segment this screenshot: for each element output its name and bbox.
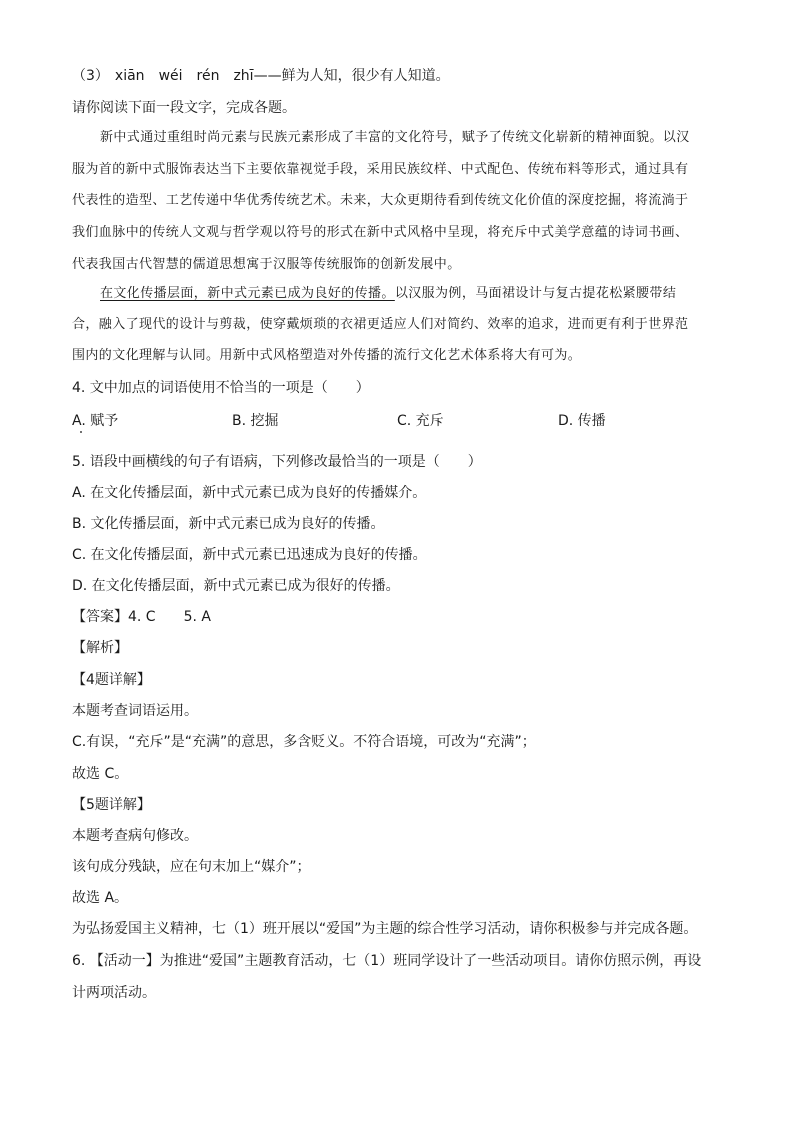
- q5-option-d: D. 在文化传播层面，新中式元素已成为很好的传播。: [72, 578, 400, 594]
- q4-option-d: D. 传播: [558, 413, 606, 429]
- q5-option-c: C. 在文化传播层面，新中式元素已迅速成为良好的传播。: [72, 547, 427, 563]
- q4-option-b: B. 挖掘: [232, 413, 279, 429]
- passage-paragraph-1: [72, 128, 724, 286]
- pinyin-syllable: xiān: [114, 68, 145, 84]
- q5-option-b: B. 文化传播层面，新中式元素已成为良好的传播。: [72, 516, 385, 532]
- detail4-line: 本题考查词语运用。: [72, 703, 198, 719]
- detail5-line: 本题考查病句修改。: [72, 828, 198, 844]
- pinyin-syllable: zhī——: [233, 68, 282, 84]
- q4-option-a: A. 赋予: [72, 413, 119, 429]
- detail5-label: 【5题详解】: [72, 797, 151, 813]
- reading-instruction: 请你阅读下面一段文字，完成各题。: [72, 100, 296, 116]
- passage-paragraph-2: [72, 284, 724, 377]
- emphasis-dot: [80, 431, 82, 433]
- answer-line: [72, 607, 732, 627]
- passage-line: 代表性的造型、工艺传递中华优秀传统艺术。未来，大众更期待看到传统文化价值的深度挖掘，将流淌于: [72, 193, 689, 209]
- detail5-line: 故选 A。: [72, 890, 129, 906]
- detail4-line: C.有误，“充斥”是“充满”的意思，多含贬义。不符合语境，可改为“充满”；: [72, 734, 536, 750]
- detail4-line: 故选 C。: [72, 766, 129, 782]
- passage-line: 围内的文化理解与认同。用新中式风格塑造对外传播的流行文化艺术体系将大有可为。: [72, 348, 582, 363]
- passage-line: 我们血脉中的传统人文观与哲学观以符号的形式在新中式风格中呈现，将充斥中式美学意蕴的诗词书画、: [72, 225, 689, 241]
- q5-option-a: A. 在文化传播层面，新中式元素已成为良好的传播媒介。: [72, 485, 427, 501]
- underlined-sentence: 在文化传播层面，新中式元素已成为良好的传播。: [100, 286, 395, 301]
- q5-stem: 5. 语段中画横线的句子有语病，下列修改最恰当的一项是（ ）: [72, 454, 482, 470]
- q4-options: [72, 410, 732, 432]
- pinyin-syllable: wéi: [158, 68, 183, 84]
- q6-line: 计两项活动。: [72, 985, 156, 1001]
- q6-line: 6. 【活动一】为推进“爱国”主题教育活动，七（1）班同学设计了一些活动项目。请你仿照示例，再设: [72, 953, 702, 969]
- passage-line: [72, 284, 724, 315]
- q3-meaning: 鲜为人知，很少有人知道。: [281, 68, 450, 84]
- detail5-line: 该句成分残缺，应在句末加上“媒介”；: [72, 859, 311, 875]
- pinyin-syllable: rén: [196, 68, 220, 84]
- q3-line: [72, 66, 732, 86]
- q4-stem: 4. 文中加点的词语使用不恰当的一项是（ ）: [72, 380, 370, 396]
- passage-line: 代表我国古代智慧的儒道思想寓于汉服等传统服饰的创新发展中。: [72, 256, 461, 272]
- answer-label: 【答案】: [72, 609, 128, 625]
- q3-prefix: （3）: [72, 68, 109, 84]
- q4-option-c: C. 充斥: [397, 413, 444, 429]
- passage-line: 合，融入了现代的设计与剪裁，使穿戴烦琐的衣裙更适应人们对简约、效率的追求，进而更有利于世界范: [72, 317, 689, 332]
- detail4-label: 【4题详解】: [72, 672, 151, 688]
- passage-line: 新中式通过重组时尚元素与民族元素形成了丰富的文化符号，赋予了传统文化崭新的精神面貌。以汉: [100, 130, 690, 145]
- activity-intro: 为弘扬爱国主义精神，七（1）班开展以“爱国”为主题的综合性学习活动，请你积极参与并完成各题。: [72, 921, 698, 937]
- analysis-label: 【解析】: [72, 640, 128, 656]
- passage-line: 服为首的新中式服饰表达当下主要依靠视觉手段，采用民族纹样、中式配色、传统布料等形式，通过具有: [72, 161, 689, 177]
- answer-4: 4. C: [128, 609, 156, 625]
- answer-5: 5. A: [183, 609, 211, 625]
- passage-text: 以汉服为例，马面裙设计与复古提花松紧腰带结: [394, 286, 677, 301]
